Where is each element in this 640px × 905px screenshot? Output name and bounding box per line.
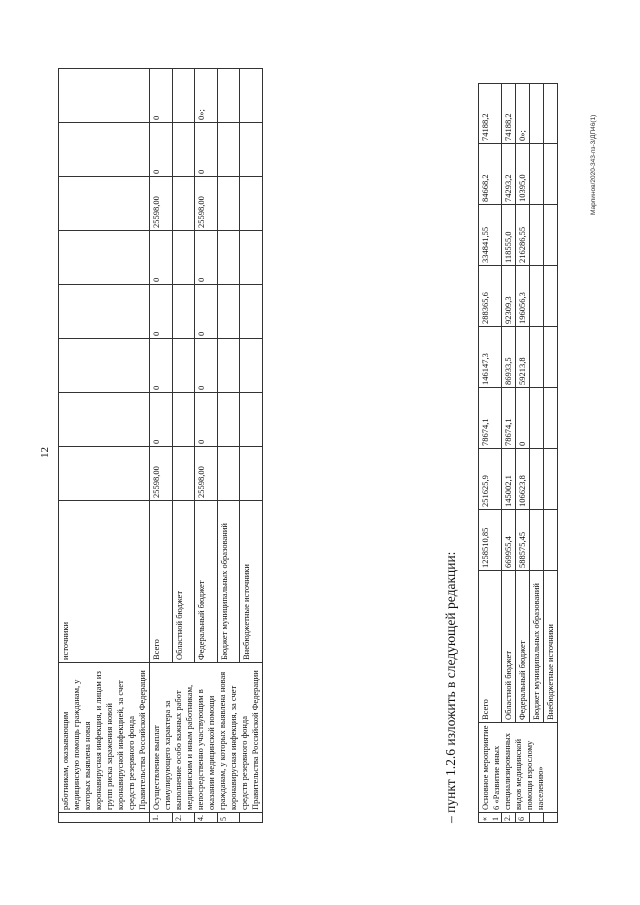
amount-cell: 196056,3 <box>516 266 530 327</box>
amount-cell: 0 <box>195 393 218 447</box>
bottom-budget-table <box>478 83 558 823</box>
amount-cell: 25598,00 <box>195 177 218 231</box>
amount-cell: 0 <box>516 388 530 449</box>
amount-cell <box>59 177 150 231</box>
funding-source: Всего <box>150 501 173 663</box>
amount-cell: 25598,00 <box>150 177 173 231</box>
table-row <box>516 84 530 823</box>
amount-cell: 74188,2 <box>479 84 502 144</box>
row-number: «1 <box>479 813 502 823</box>
amount-cell: 0 <box>150 393 173 447</box>
amount-cell: 0 <box>150 69 173 123</box>
document-footer: Марлинов/2020-343-пз-3/ДП46(1) <box>590 114 597 215</box>
amount-cell <box>172 69 195 123</box>
amount-cell: 118555,0 <box>502 205 516 266</box>
amount-cell <box>530 84 544 144</box>
amount-cell: 251625,9 <box>479 449 502 510</box>
amount-cell <box>544 388 558 449</box>
table-row <box>544 84 558 823</box>
amount-cell: 334841,55 <box>479 205 502 266</box>
amount-cell: 25598,00 <box>150 447 173 501</box>
row-number: 6 <box>516 813 530 823</box>
amount-cell: 25598,00 <box>195 447 218 501</box>
amount-cell: 74188,2 <box>502 84 516 144</box>
measure-name: работникам, оказывающим медицинскую помощь гражданам, у которых выявлена новая коронавирусная инфекция, и лицам из групп риска заражения новой коронавирусной инфекцией, за счет средств резервного фонда Правительства Российской Федерации <box>59 663 150 813</box>
amount-cell <box>172 339 195 393</box>
amount-cell <box>240 69 263 123</box>
amount-cell <box>59 123 150 177</box>
row-number: 4. <box>195 813 218 823</box>
amount-cell <box>59 285 150 339</box>
amount-cell <box>544 449 558 510</box>
amount-cell <box>172 285 195 339</box>
amount-cell <box>544 327 558 388</box>
funding-source: Федеральный бюджет <box>516 571 530 723</box>
amount-cell: 0»; <box>516 84 530 144</box>
amount-cell: 0 <box>150 231 173 285</box>
funding-source: Областной бюджет <box>502 571 516 723</box>
funding-source: Бюджет муниципальных образований <box>217 501 240 663</box>
amount-cell <box>544 144 558 205</box>
section-heading: – пункт 1.2.6 изложить в следующей редакции: <box>443 551 458 823</box>
amount-cell: 74293,2 <box>502 144 516 205</box>
row-number <box>530 813 544 823</box>
amount-cell <box>240 177 263 231</box>
amount-cell: 0 <box>195 285 218 339</box>
amount-cell <box>59 339 150 393</box>
amount-cell <box>172 177 195 231</box>
table-row <box>502 84 516 823</box>
amount-cell <box>530 327 544 388</box>
table-row <box>59 69 150 823</box>
table-row <box>530 84 544 823</box>
table-row <box>479 84 502 823</box>
amount-cell: 59213,8 <box>516 327 530 388</box>
amount-cell: 0 <box>150 339 173 393</box>
amount-cell <box>240 123 263 177</box>
measure-name: Основное мероприятие 6 «Развитие иных специализированных видов медицинской помощи взрослому населению» <box>479 723 558 813</box>
row-number <box>59 813 150 823</box>
amount-cell <box>59 231 150 285</box>
amount-cell: 1258510,85 <box>479 510 502 571</box>
amount-cell: 92309,3 <box>502 266 516 327</box>
amount-cell: 78674,1 <box>479 388 502 449</box>
amount-cell <box>530 449 544 510</box>
amount-cell: 86933,5 <box>502 327 516 388</box>
amount-cell <box>172 231 195 285</box>
amount-cell <box>240 447 263 501</box>
amount-cell <box>217 285 240 339</box>
amount-cell <box>172 393 195 447</box>
amount-cell: 669955,4 <box>502 510 516 571</box>
amount-cell <box>530 205 544 266</box>
amount-cell <box>217 447 240 501</box>
funding-source: Внебюджетные источники <box>240 501 263 663</box>
row-number: 2. <box>172 813 195 823</box>
amount-cell: 216286,55 <box>516 205 530 266</box>
amount-cell <box>240 339 263 393</box>
amount-cell: 146147,3 <box>479 327 502 388</box>
amount-cell <box>217 69 240 123</box>
amount-cell <box>544 266 558 327</box>
funding-source: источники <box>59 501 150 663</box>
amount-cell: 0 <box>195 123 218 177</box>
row-number: 1. <box>150 813 173 823</box>
amount-cell <box>59 447 150 501</box>
amount-cell <box>217 231 240 285</box>
amount-cell: 106623,8 <box>516 449 530 510</box>
amount-cell <box>544 205 558 266</box>
amount-cell: 288365,6 <box>479 266 502 327</box>
amount-cell <box>217 393 240 447</box>
funding-source: Всего <box>479 571 502 723</box>
amount-cell <box>59 69 150 123</box>
amount-cell: 0 <box>150 123 173 177</box>
row-number <box>240 813 263 823</box>
amount-cell <box>544 510 558 571</box>
amount-cell: 78674,1 <box>502 388 516 449</box>
amount-cell <box>217 123 240 177</box>
amount-cell <box>530 388 544 449</box>
page-number: 12 <box>39 447 51 458</box>
row-number <box>544 813 558 823</box>
amount-cell: 0 <box>150 285 173 339</box>
amount-cell: 84668,2 <box>479 144 502 205</box>
amount-cell: 10395,0 <box>516 144 530 205</box>
funding-source: Областной бюджет <box>172 501 195 663</box>
funding-source: Федеральный бюджет <box>195 501 218 663</box>
amount-cell <box>217 177 240 231</box>
row-number: 5 <box>217 813 240 823</box>
amount-cell <box>544 84 558 144</box>
amount-cell <box>530 510 544 571</box>
funding-source: Внебюджетные источники <box>544 571 558 723</box>
amount-cell <box>240 285 263 339</box>
amount-cell <box>59 393 150 447</box>
amount-cell <box>530 266 544 327</box>
amount-cell: 588575,45 <box>516 510 530 571</box>
amount-cell <box>172 447 195 501</box>
measure-name: Осуществление выплат стимулирующего характера за выполнение особо важных работ медицинским и иным работникам, непосредственно участвующим в оказании медицинской помощи гражданам, у которых выявлена новая коронавирусная инфекция, за счет средств резервного фонда Правительства Российской Федерации <box>150 663 263 813</box>
amount-cell: 0 <box>195 231 218 285</box>
row-number: 2. <box>502 813 516 823</box>
top-budget-table <box>58 68 263 823</box>
amount-cell: 145002,1 <box>502 449 516 510</box>
table-row <box>150 69 173 823</box>
amount-cell <box>172 123 195 177</box>
amount-cell <box>240 393 263 447</box>
amount-cell <box>530 144 544 205</box>
funding-source: Бюджет муниципальных образований <box>530 571 544 723</box>
amount-cell: 0 <box>195 339 218 393</box>
amount-cell: 0»; <box>195 69 218 123</box>
amount-cell <box>240 231 263 285</box>
amount-cell <box>217 339 240 393</box>
